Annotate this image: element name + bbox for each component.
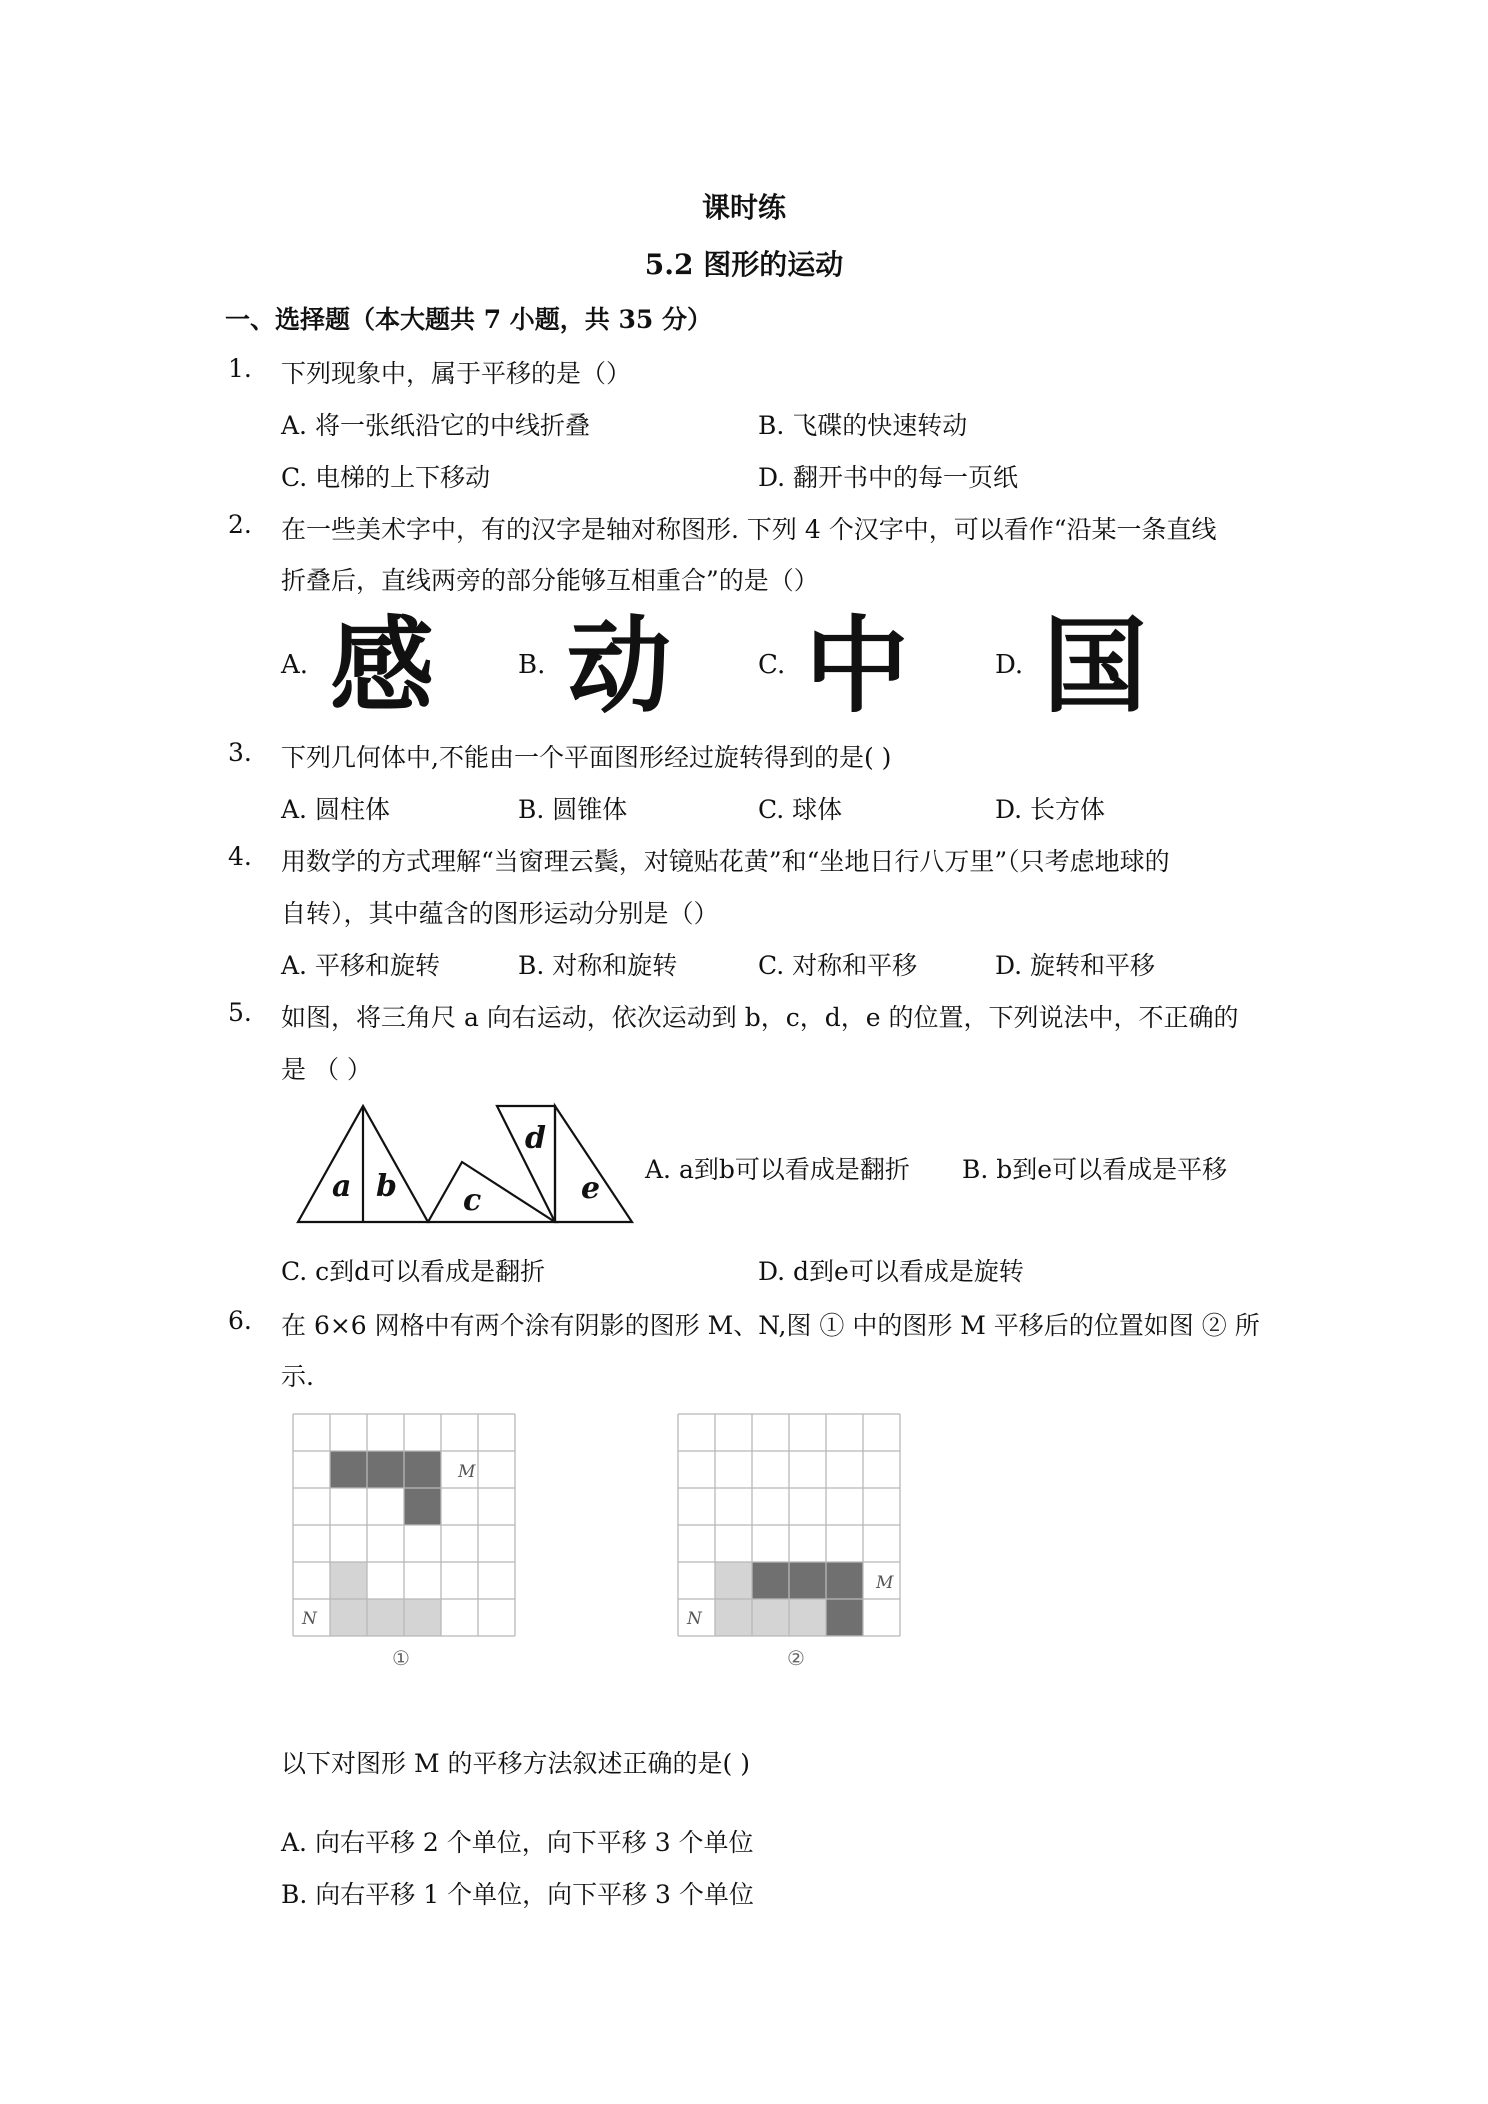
option-a: A. 将一张纸沿它的中线折叠: [281, 411, 590, 440]
label-n: N: [302, 1609, 317, 1629]
option-c: C.: [758, 650, 786, 680]
question-number: 6.: [228, 1306, 252, 1335]
char-dong: 动: [567, 605, 672, 727]
label-m: M: [458, 1462, 476, 1482]
option-a: A. 圆柱体: [281, 795, 390, 824]
option-c: C. 球体: [758, 795, 843, 824]
question-text: 用数学的方式理解“当窗理云鬓，对镜贴花黄”和“坐地日行八万里”（只考虑地球的: [281, 847, 1170, 876]
option-b: B.: [518, 650, 546, 680]
question-text: 下列现象中，属于平移的是（）: [281, 359, 632, 388]
label-e: e: [581, 1171, 601, 1206]
option-b: B. b到e可以看成是平移: [962, 1155, 1228, 1184]
question-text: 示.: [281, 1362, 314, 1391]
option-c: C. 电梯的上下移动: [281, 463, 491, 492]
label-d: d: [525, 1121, 546, 1156]
question-text: 自转），其中蕴含的图形运动分别是（）: [281, 899, 719, 928]
char-zhong: 中: [805, 605, 910, 727]
question-text: 如图，将三角尺 a 向右运动，依次运动到 b，c，d，e 的位置，下列说法中，不正确的: [281, 1003, 1239, 1032]
option-b: B. 圆锥体: [518, 795, 628, 824]
question-number: 3.: [228, 738, 252, 767]
option-a: A. 向右平移 2 个单位，向下平移 3 个单位: [281, 1828, 754, 1857]
option-b: B. 飞碟的快速转动: [758, 411, 968, 440]
label-a: a: [332, 1169, 352, 1204]
triangle-ruler-figure: [290, 1100, 640, 1235]
grid-lines: [678, 1414, 900, 1636]
option-c: C. 对称和平移: [758, 951, 918, 980]
option-a: A.: [281, 650, 309, 680]
question-number: 5.: [228, 998, 252, 1027]
question-text: 下列几何体中,不能由一个平面图形经过旋转得到的是( ): [281, 743, 892, 772]
figure-caption-1: ①: [392, 1646, 410, 1670]
option-a: A. a到b可以看成是翻折: [645, 1155, 910, 1184]
question-text: 在一些美术字中，有的汉字是轴对称图形. 下列 4 个汉字中，可以看作“沿某一条直线: [281, 515, 1217, 544]
question-number: 1.: [228, 354, 252, 383]
grid-lines: [293, 1414, 515, 1636]
option-d: D. d到e可以看成是旋转: [758, 1257, 1024, 1286]
question-number: 4.: [228, 842, 252, 871]
label-b: b: [376, 1169, 397, 1204]
lesson-title: 5.2 图形的运动: [644, 248, 844, 281]
char-gan: 感: [330, 605, 435, 727]
label-c: c: [463, 1183, 482, 1218]
label-n: N: [687, 1609, 702, 1629]
section-heading: 一、选择题（本大题共 7 小题，共 35 分）: [225, 305, 713, 334]
char-guo: 国: [1043, 605, 1148, 727]
option-c: C. c到d可以看成是翻折: [281, 1257, 546, 1286]
option-b: B. 对称和旋转: [518, 951, 678, 980]
question-text: 在 6×6 网格中有两个涂有阴影的图形 M、N,图 ① 中的图形 M 平移后的位置如图 ② 所: [281, 1311, 1260, 1340]
question-prompt: 以下对图形 M 的平移方法叙述正确的是( ): [281, 1749, 750, 1778]
label-m: M: [876, 1573, 894, 1593]
question-number: 2.: [228, 510, 252, 539]
question-text: 是 （ ）: [281, 1055, 372, 1084]
option-b: B. 向右平移 1 个单位，向下平移 3 个单位: [281, 1880, 754, 1909]
option-a: A. 平移和旋转: [281, 951, 440, 980]
grid-figure-2: [675, 1412, 915, 1672]
option-d: D.: [995, 650, 1024, 680]
page-title: 课时练: [701, 191, 786, 224]
option-d: D. 长方体: [995, 795, 1106, 824]
question-text: 折叠后，直线两旁的部分能够互相重合”的是（）: [281, 566, 819, 595]
option-d: D. 旋转和平移: [995, 951, 1156, 980]
triangle-c-shape: [428, 1162, 555, 1222]
grid-figure-1: [290, 1412, 530, 1672]
figure-caption-2: ②: [787, 1646, 805, 1670]
option-d: D. 翻开书中的每一页纸: [758, 463, 1019, 492]
